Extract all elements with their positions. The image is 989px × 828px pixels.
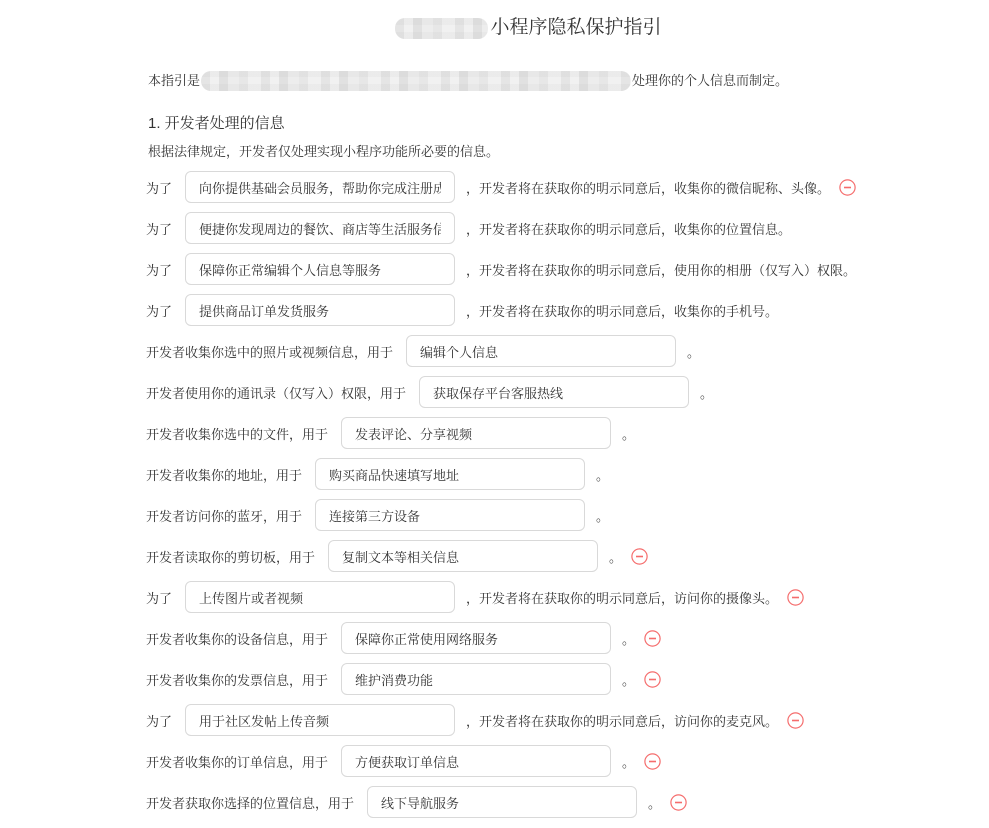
row-prefix: 开发者使用你的通讯录（仅写入）权限，用于 <box>146 385 407 401</box>
remove-button[interactable] <box>644 753 661 770</box>
purpose-input[interactable] <box>185 581 455 613</box>
info-row <box>146 663 989 695</box>
row-prefix: 为了 <box>146 221 173 237</box>
remove-button[interactable] <box>839 179 856 196</box>
info-row <box>146 622 989 654</box>
row-suffix: 。 <box>596 467 610 483</box>
row-suffix: ，开发者将在获取你的明示同意后，收集你的微信昵称、头像。 <box>466 180 831 196</box>
row-suffix: 。 <box>648 795 662 811</box>
minus-circle-icon <box>787 589 804 606</box>
minus-circle-icon <box>644 630 661 647</box>
minus-circle-icon <box>670 794 687 811</box>
info-row <box>146 540 989 572</box>
row-prefix: 为了 <box>146 303 173 319</box>
row-suffix: 。 <box>596 508 610 524</box>
info-row <box>146 704 989 736</box>
info-row <box>146 786 989 818</box>
purpose-input[interactable] <box>341 663 611 695</box>
remove-button[interactable] <box>644 671 661 688</box>
remove-button[interactable] <box>644 630 661 647</box>
purpose-input[interactable] <box>341 745 611 777</box>
row-suffix: ，开发者将在获取你的明示同意后，访问你的麦克风。 <box>466 713 779 729</box>
info-row <box>146 458 989 490</box>
purpose-input[interactable] <box>341 622 611 654</box>
minus-circle-icon <box>644 671 661 688</box>
row-prefix: 开发者收集你的订单信息，用于 <box>146 754 329 770</box>
row-suffix: ，开发者将在获取你的明示同意后，访问你的摄像头。 <box>466 590 779 606</box>
row-prefix: 开发者获取你选择的位置信息，用于 <box>146 795 355 811</box>
row-prefix: 开发者收集你的地址，用于 <box>146 467 303 483</box>
minus-circle-icon <box>787 712 804 729</box>
purpose-input[interactable] <box>185 704 455 736</box>
redacted-app-name <box>395 18 488 39</box>
purpose-input[interactable] <box>419 376 689 408</box>
info-row <box>146 745 989 777</box>
row-suffix: ，开发者将在获取你的明示同意后，收集你的手机号。 <box>466 303 779 319</box>
purpose-input[interactable] <box>406 335 676 367</box>
row-prefix: 为了 <box>146 590 173 606</box>
intro-suffix: 处理你的个人信息而制定。 <box>632 73 789 88</box>
info-row <box>146 499 989 531</box>
row-suffix: 。 <box>622 672 636 688</box>
row-suffix: 。 <box>609 549 623 565</box>
row-prefix: 开发者收集你选中的文件，用于 <box>146 426 329 442</box>
purpose-input[interactable] <box>328 540 598 572</box>
row-prefix: 为了 <box>146 180 173 196</box>
purpose-input[interactable] <box>315 458 585 490</box>
intro-prefix: 本指引是 <box>148 73 201 88</box>
purpose-input[interactable] <box>185 171 455 203</box>
purpose-input[interactable] <box>367 786 637 818</box>
row-prefix: 为了 <box>146 713 173 729</box>
row-prefix: 开发者收集你的发票信息，用于 <box>146 672 329 688</box>
remove-button[interactable] <box>787 589 804 606</box>
row-prefix: 开发者收集你选中的照片或视频信息，用于 <box>146 344 394 360</box>
row-suffix: ，开发者将在获取你的明示同意后，使用你的相册（仅写入）权限。 <box>466 262 857 278</box>
row-prefix: 开发者收集你的设备信息，用于 <box>146 631 329 647</box>
minus-circle-icon <box>631 548 648 565</box>
purpose-input[interactable] <box>185 294 455 326</box>
purpose-input[interactable] <box>341 417 611 449</box>
remove-button[interactable] <box>670 794 687 811</box>
row-suffix: 。 <box>700 385 714 401</box>
info-row <box>146 417 989 449</box>
row-suffix: ，开发者将在获取你的明示同意后，收集你的位置信息。 <box>466 221 792 237</box>
remove-button[interactable] <box>787 712 804 729</box>
minus-circle-icon <box>644 753 661 770</box>
remove-button[interactable] <box>631 548 648 565</box>
redacted-developer-name <box>201 71 631 91</box>
info-row <box>146 581 989 613</box>
info-row <box>146 376 989 408</box>
row-suffix: 。 <box>622 754 636 770</box>
row-suffix: 。 <box>622 631 636 647</box>
intro-paragraph <box>148 71 989 91</box>
info-row <box>146 171 989 203</box>
purpose-input[interactable] <box>185 253 455 285</box>
row-prefix: 为了 <box>146 262 173 278</box>
page-header <box>34 16 989 40</box>
page-title: 小程序隐私保护指引 <box>490 17 662 38</box>
section-heading: 1. 开发者处理的信息 <box>148 115 285 132</box>
info-row <box>146 253 989 285</box>
row-suffix: 。 <box>622 426 636 442</box>
purpose-input[interactable] <box>185 212 455 244</box>
info-row <box>146 212 989 244</box>
info-row <box>146 294 989 326</box>
row-prefix: 开发者访问你的蓝牙，用于 <box>146 508 303 524</box>
info-row <box>146 335 989 367</box>
purpose-input[interactable] <box>315 499 585 531</box>
row-suffix: 。 <box>687 344 701 360</box>
row-prefix: 开发者读取你的剪切板，用于 <box>146 549 316 565</box>
section-note: 根据法律规定，开发者仅处理实现小程序功能所必要的信息。 <box>148 144 500 159</box>
minus-circle-icon <box>839 179 856 196</box>
info-rows <box>146 171 989 818</box>
